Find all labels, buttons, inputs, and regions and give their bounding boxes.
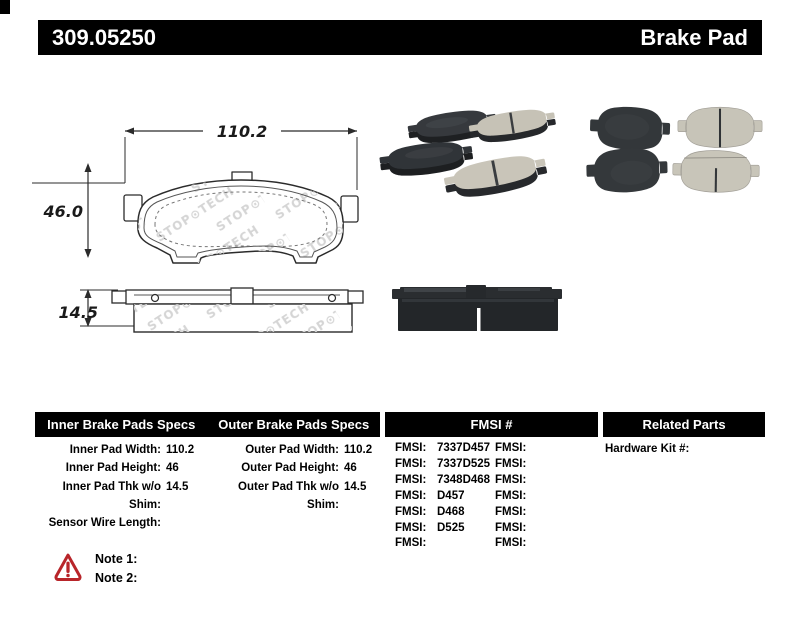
photo-pads-flat (586, 105, 762, 194)
fmsi-label: FMSI: (395, 537, 427, 550)
fmsi-label: FMSI: (395, 473, 427, 486)
spec-label: Inner Pad Width: (69, 444, 161, 456)
fmsi-right-column (495, 441, 537, 552)
table-row (395, 521, 490, 537)
table-row (395, 536, 490, 552)
fmsi-value: D457 (437, 489, 465, 502)
table-row (206, 478, 372, 515)
pad-photo-dark (586, 147, 668, 194)
table-row (395, 505, 490, 521)
fmsi-value (531, 441, 537, 457)
table-row (28, 478, 194, 515)
specs-header-bar (35, 412, 380, 437)
table-row (395, 489, 490, 505)
spec-label: Sensor Wire Length: (48, 517, 161, 530)
fmsi-header: FMSI # (385, 412, 598, 437)
side-view-drawing (59, 288, 363, 332)
fmsi-label: FMSI: (495, 521, 527, 534)
fmsi-value (531, 521, 537, 537)
table-row (395, 457, 490, 473)
spec-value: 46 (166, 462, 179, 475)
fmsi-value: 7337D457 (437, 442, 491, 454)
fmsi-value (531, 505, 537, 521)
warning-icon (53, 552, 83, 582)
table-row (495, 441, 537, 457)
fmsi-value (531, 489, 537, 505)
related-parts-table (605, 441, 695, 457)
table-row (206, 441, 372, 459)
table-row (495, 505, 537, 521)
photo-pad-edge (392, 285, 562, 331)
pad-photo-light (468, 105, 558, 147)
fmsi-value (531, 536, 537, 552)
fmsi-label: FMSI: (495, 442, 527, 454)
fmsi-label: FMSI: (395, 489, 427, 502)
width-dim-label: 110.2 (216, 122, 268, 141)
table-row (395, 441, 490, 457)
height-dimension (43, 163, 92, 258)
spec-value: 110.2 (166, 444, 195, 456)
part-number: 309.05250 (52, 24, 156, 50)
inner-specs-table (28, 441, 194, 532)
fmsi-label: FMSI: (495, 505, 527, 518)
table-row (605, 441, 695, 457)
related-parts-header: Related Parts (603, 412, 765, 437)
front-pad-outline (120, 165, 370, 270)
fmsi-value (531, 457, 537, 473)
pad-photo-light (678, 107, 762, 147)
fmsi-label: FMSI: (395, 521, 427, 534)
fmsi-value (431, 536, 437, 552)
fmsi-value: 7348D468 (437, 473, 491, 486)
table-row (495, 536, 537, 552)
fmsi-value: D525 (437, 521, 465, 534)
table-row (28, 459, 194, 477)
fmsi-value: D468 (437, 505, 465, 518)
spec-label: Inner Pad Height: (65, 462, 161, 475)
photo-pads-perspective (378, 105, 557, 203)
table-row (28, 514, 194, 532)
fmsi-label: FMSI: (395, 442, 427, 454)
note-1: Note 1: (95, 552, 138, 566)
spec-label: Outer Pad Thk w/o Shim: (238, 480, 339, 511)
width-dimension (32, 121, 357, 190)
fmsi-value: 7337D525 (437, 457, 491, 470)
product-type: Brake Pad (640, 24, 748, 50)
related-value (689, 441, 695, 457)
table-row (28, 441, 194, 459)
height-dim-label: 46.0 (43, 202, 83, 221)
table-row (206, 459, 372, 477)
table-row (495, 521, 537, 537)
table-row (495, 473, 537, 489)
fmsi-label: FMSI: (495, 489, 527, 502)
outer-specs-table (206, 441, 372, 514)
thickness-dim-label: 14.5 (58, 303, 98, 322)
spec-label: Outer Pad Height: (241, 462, 339, 475)
related-label: Hardware Kit #: (605, 443, 690, 455)
spec-value: 46 (344, 462, 357, 475)
fmsi-left-column (395, 441, 490, 552)
fmsi-label: FMSI: (395, 457, 427, 470)
spec-value: 110.2 (344, 444, 373, 456)
side-pad-outline (112, 288, 363, 332)
spec-label: Outer Pad Width: (245, 444, 339, 456)
notes-block (95, 550, 137, 588)
spec-label: Inner Pad Thk w/o Shim: (62, 480, 161, 511)
table-row (395, 473, 490, 489)
note-2: Note 2: (95, 571, 138, 585)
table-row (495, 457, 537, 473)
table-row (495, 489, 537, 505)
front-view-drawing (32, 121, 370, 270)
fmsi-label: FMSI: (395, 505, 427, 518)
spec-value (161, 514, 166, 532)
spec-value: 14.5 (344, 480, 367, 493)
pad-photo-dark (590, 105, 671, 152)
outer-specs-header: Outer Brake Pads Specs (218, 417, 370, 432)
pad-photo-light (673, 150, 760, 193)
fmsi-label: FMSI: (495, 473, 527, 486)
spec-value: 14.5 (166, 480, 189, 493)
fmsi-label: FMSI: (495, 457, 527, 470)
fmsi-value (531, 473, 537, 489)
inner-specs-header: Inner Brake Pads Specs (47, 417, 196, 432)
fmsi-label: FMSI: (495, 537, 527, 550)
